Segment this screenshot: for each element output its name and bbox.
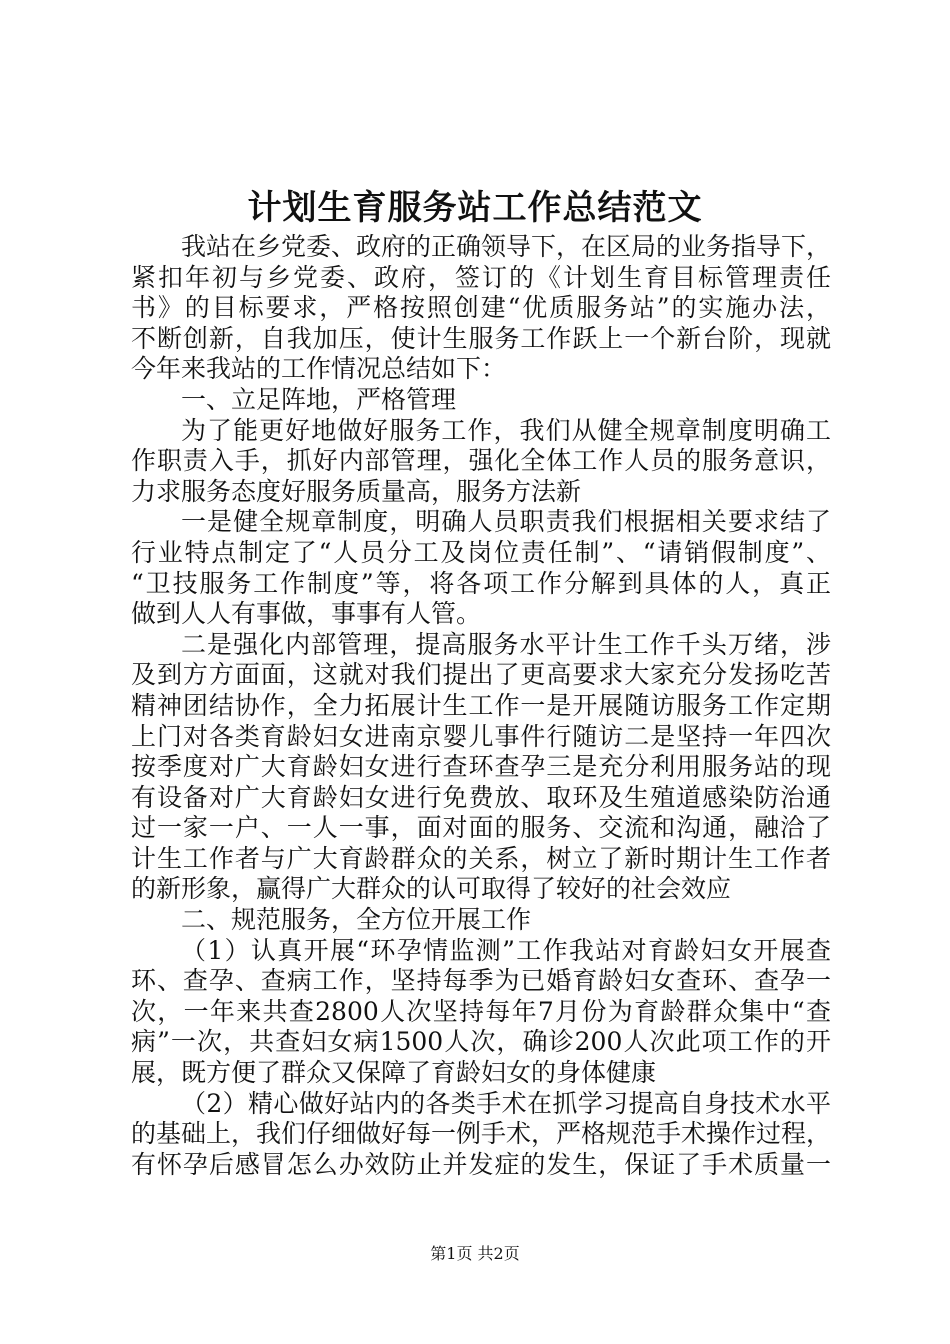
paragraph-line: 不断创新，自我加压，使计生服务工作跃上一个新台阶，现就	[131, 323, 831, 353]
document-title: 计划生育服务站工作总结范文	[247, 188, 703, 228]
section-heading: 二、规范服务，全方位开展工作	[181, 905, 532, 935]
page-footer: 第1页 共2页	[430, 1244, 520, 1263]
paragraph-line: 力求服务态度好服务质量高，服务方法新	[131, 476, 582, 506]
paragraph-line: 有怀孕后感冒怎么办效防止并发症的发生，保证了手术质量一	[131, 1149, 831, 1179]
paragraph-line: 有设备对广大育龄妇女进行免费放、取环及生殖道感染防治通	[131, 782, 831, 812]
paragraph-line: 病”一次，共查妇女病1500人次，确诊200人次此项工作的开	[131, 1027, 831, 1057]
section-heading: 一、立足阵地，严格管理	[181, 384, 457, 414]
paragraph-line: 的新形象，赢得广大群众的认可取得了较好的社会效应	[131, 874, 732, 904]
paragraph-line: 一是健全规章制度，明确人员职责我们根据相关要求结了	[181, 507, 831, 537]
paragraph-line: 紧扣年初与乡党委、政府，签订的《计划生育目标管理责任	[131, 262, 831, 292]
paragraph-line: 书》的目标要求，严格按照创建“优质服务站”的实施办法，	[131, 293, 831, 323]
paragraph-line: 的基础上，我们仔细做好每一例手术，严格规范手术操作过程，	[131, 1119, 832, 1149]
paragraph-line: 作职责入手，抓好内部管理，强化全体工作人员的服务意识，	[131, 446, 831, 476]
document-body	[131, 232, 831, 1180]
paragraph-line: 二是强化内部管理，提高服务水平计生工作千头万绪，涉	[181, 629, 831, 659]
paragraph-line: 次，一年来共查2800人次坚持每年7月份为育龄群众集中“查	[131, 996, 831, 1026]
paragraph-line: 做到人人有事做，事事有人管。	[131, 599, 482, 629]
paragraph-line: （2）精心做好站内的各类手术在抓学习提高自身技术水平	[181, 1088, 831, 1118]
paragraph-line: 环、查孕、查病工作，坚持每季为已婚育龄妇女查环、查孕一	[131, 966, 831, 996]
paragraph-line: 我站在乡党委、政府的正确领导下，在区局的业务指导下，	[181, 232, 832, 261]
paragraph-line: 过一家一户、一人一事，面对面的服务、交流和沟通，融洽了	[131, 813, 831, 843]
paragraph-line: 上门对各类育龄妇女进南京婴儿事件行随访二是坚持一年四次	[131, 721, 831, 751]
paragraph-line: “卫技服务工作制度”等，将各项工作分解到具体的人，真正	[131, 568, 831, 598]
paragraph-line: 按季度对广大育龄妇女进行查环查孕三是充分利用服务站的现	[131, 752, 831, 782]
paragraph-line: （1）认真开展“环孕情监测”工作我站对育龄妇女开展查	[181, 935, 831, 965]
paragraph-line: 及到方方面面，这就对我们提出了更高要求大家充分发扬吃苦	[131, 660, 831, 690]
paragraph-line: 行业特点制定了“人员分工及岗位责任制”、“请销假制度”、	[131, 537, 831, 567]
paragraph-line: 计生工作者与广大育龄群众的关系，树立了新时期计生工作者	[131, 843, 831, 873]
paragraph-line: 展，既方便了群众又保障了育龄妇女的身体健康	[131, 1058, 657, 1088]
paragraph-line: 今年来我站的工作情况总结如下：	[131, 354, 507, 384]
paragraph-line: 为了能更好地做好服务工作，我们从健全规章制度明确工	[181, 415, 831, 445]
paragraph-line: 精神团结协作，全力拓展计生工作一是开展随访服务工作定期	[131, 690, 831, 720]
